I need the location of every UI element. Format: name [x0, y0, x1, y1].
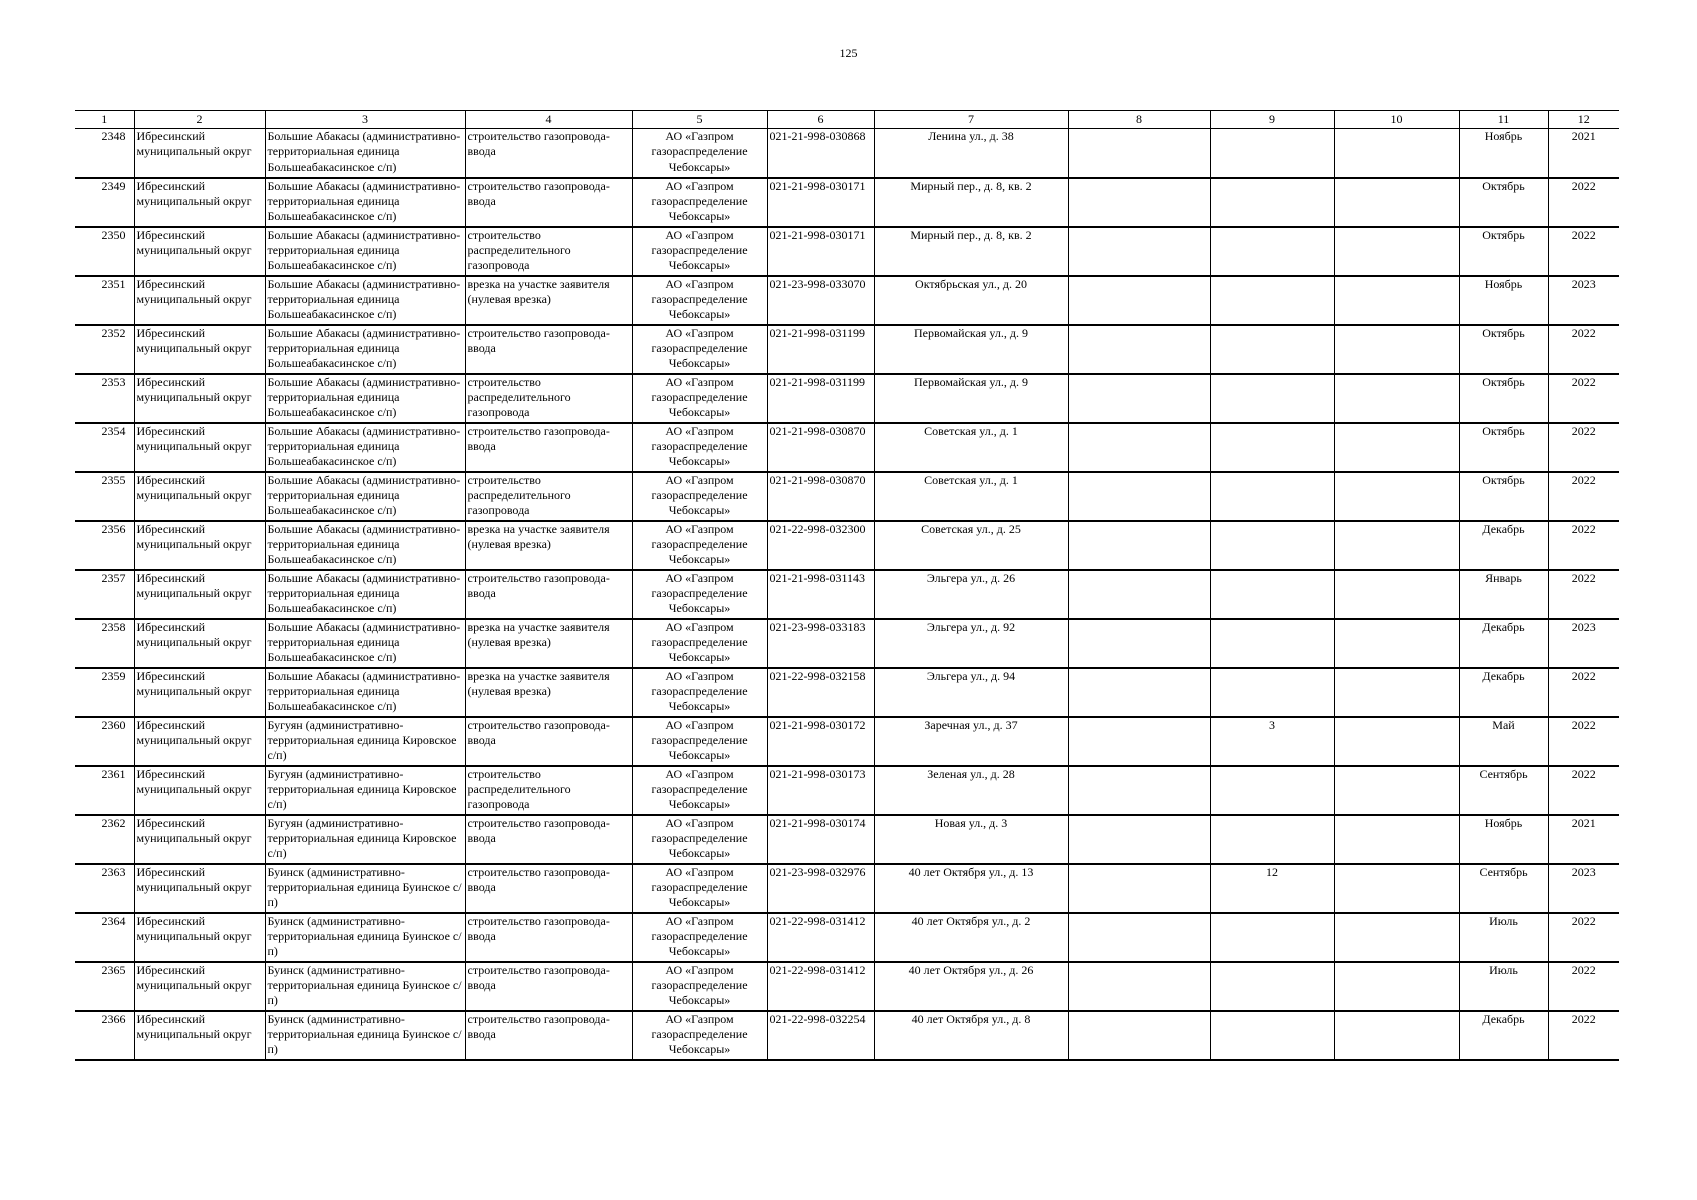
row-number: 2362	[75, 815, 134, 864]
row-number: 2359	[75, 668, 134, 717]
district-cell: Ибресинский муниципальный округ	[134, 619, 265, 668]
settlement-cell: Большие Абакасы (административно-территориальная единица Большеабакасинское с/п)	[265, 276, 465, 325]
column-10-cell	[1334, 178, 1459, 227]
application-code-cell: 021-22-998-032300	[767, 521, 874, 570]
district-cell: Ибресинский муниципальный округ	[134, 962, 265, 1011]
column-10-cell	[1334, 717, 1459, 766]
month-cell: Сентябрь	[1459, 864, 1548, 913]
address-cell: Советская ул., д. 1	[874, 472, 1068, 521]
settlement-cell: Большие Абакасы (административно-территориальная единица Большеабакасинское с/п)	[265, 619, 465, 668]
column-10-cell	[1334, 325, 1459, 374]
row-number: 2363	[75, 864, 134, 913]
district-cell: Ибресинский муниципальный округ	[134, 570, 265, 619]
row-number: 2358	[75, 619, 134, 668]
table-row	[75, 472, 1619, 521]
column-8-cell	[1068, 570, 1210, 619]
work-type-cell: строительство распределительного газопровода	[465, 227, 632, 276]
column-8-cell	[1068, 766, 1210, 815]
column-number-5: 5	[632, 111, 767, 129]
column-10-cell	[1334, 129, 1459, 178]
district-cell: Ибресинский муниципальный округ	[134, 374, 265, 423]
column-9-cell	[1210, 913, 1334, 962]
district-cell: Ибресинский муниципальный округ	[134, 129, 265, 178]
column-number-row	[75, 111, 1619, 129]
column-8-cell	[1068, 521, 1210, 570]
row-number: 2364	[75, 913, 134, 962]
month-cell: Декабрь	[1459, 668, 1548, 717]
column-8-cell	[1068, 1011, 1210, 1060]
column-9-cell	[1210, 129, 1334, 178]
column-9-cell	[1210, 815, 1334, 864]
year-cell: 2022	[1548, 227, 1619, 276]
column-8-cell	[1068, 423, 1210, 472]
row-number: 2355	[75, 472, 134, 521]
work-type-cell: строительство газопровода-ввода	[465, 325, 632, 374]
column-8-cell	[1068, 178, 1210, 227]
address-cell: Советская ул., д. 25	[874, 521, 1068, 570]
year-cell: 2023	[1548, 619, 1619, 668]
row-number: 2356	[75, 521, 134, 570]
work-type-cell: врезка на участке заявителя (нулевая врезка)	[465, 521, 632, 570]
column-10-cell	[1334, 1011, 1459, 1060]
organization-cell: АО «Газпром газораспределение Чебоксары»	[632, 962, 767, 1011]
table-row	[75, 913, 1619, 962]
column-8-cell	[1068, 472, 1210, 521]
application-code-cell: 021-21-998-030173	[767, 766, 874, 815]
year-cell: 2022	[1548, 521, 1619, 570]
column-8-cell	[1068, 374, 1210, 423]
table-row	[75, 668, 1619, 717]
column-10-cell	[1334, 472, 1459, 521]
row-number: 2348	[75, 129, 134, 178]
column-10-cell	[1334, 962, 1459, 1011]
year-cell: 2022	[1548, 668, 1619, 717]
application-code-cell: 021-21-998-031199	[767, 374, 874, 423]
address-cell: Мирный пер., д. 8, кв. 2	[874, 178, 1068, 227]
column-8-cell	[1068, 962, 1210, 1011]
month-cell: Май	[1459, 717, 1548, 766]
table-row	[75, 178, 1619, 227]
district-cell: Ибресинский муниципальный округ	[134, 276, 265, 325]
column-9-cell	[1210, 1011, 1334, 1060]
column-number-6: 6	[767, 111, 874, 129]
column-8-cell	[1068, 864, 1210, 913]
month-cell: Октябрь	[1459, 227, 1548, 276]
address-cell: Эльгера ул., д. 94	[874, 668, 1068, 717]
application-code-cell: 021-21-998-030172	[767, 717, 874, 766]
table-row	[75, 374, 1619, 423]
column-number-7: 7	[874, 111, 1068, 129]
application-code-cell: 021-22-998-032158	[767, 668, 874, 717]
month-cell: Январь	[1459, 570, 1548, 619]
organization-cell: АО «Газпром газораспределение Чебоксары»	[632, 815, 767, 864]
column-9-cell	[1210, 668, 1334, 717]
settlement-cell: Бугуян (административно-территориальная единица Кировское с/п)	[265, 815, 465, 864]
district-cell: Ибресинский муниципальный округ	[134, 864, 265, 913]
organization-cell: АО «Газпром газораспределение Чебоксары»	[632, 129, 767, 178]
organization-cell: АО «Газпром газораспределение Чебоксары»	[632, 668, 767, 717]
application-code-cell: 021-23-998-033070	[767, 276, 874, 325]
column-9-cell: 3	[1210, 717, 1334, 766]
address-cell: Октябрьская ул., д. 20	[874, 276, 1068, 325]
column-10-cell	[1334, 423, 1459, 472]
organization-cell: АО «Газпром газораспределение Чебоксары»	[632, 766, 767, 815]
row-number: 2365	[75, 962, 134, 1011]
table-row	[75, 276, 1619, 325]
settlement-cell: Большие Абакасы (административно-территориальная единица Большеабакасинское с/п)	[265, 668, 465, 717]
month-cell: Октябрь	[1459, 325, 1548, 374]
row-number: 2357	[75, 570, 134, 619]
page-number: 125	[839, 46, 858, 60]
address-cell: Эльгера ул., д. 26	[874, 570, 1068, 619]
organization-cell: АО «Газпром газораспределение Чебоксары»	[632, 227, 767, 276]
table-row	[75, 227, 1619, 276]
month-cell: Октябрь	[1459, 374, 1548, 423]
column-number-2: 2	[134, 111, 265, 129]
year-cell: 2022	[1548, 717, 1619, 766]
column-10-cell	[1334, 913, 1459, 962]
column-10-cell	[1334, 619, 1459, 668]
work-type-cell: строительство газопровода-ввода	[465, 129, 632, 178]
organization-cell: АО «Газпром газораспределение Чебоксары»	[632, 619, 767, 668]
column-9-cell	[1210, 423, 1334, 472]
month-cell: Ноябрь	[1459, 129, 1548, 178]
settlement-cell: Большие Абакасы (административно-территориальная единица Большеабакасинское с/п)	[265, 521, 465, 570]
column-number-8: 8	[1068, 111, 1210, 129]
organization-cell: АО «Газпром газораспределение Чебоксары»	[632, 717, 767, 766]
settlement-cell: Буинск (административно-территориальная единица Буинское с/п)	[265, 864, 465, 913]
row-number: 2353	[75, 374, 134, 423]
district-cell: Ибресинский муниципальный округ	[134, 717, 265, 766]
address-cell: Первомайская ул., д. 9	[874, 374, 1068, 423]
organization-cell: АО «Газпром газораспределение Чебоксары»	[632, 1011, 767, 1060]
table-row	[75, 1011, 1619, 1060]
work-type-cell: строительство распределительного газопровода	[465, 766, 632, 815]
column-number-3: 3	[265, 111, 465, 129]
organization-cell: АО «Газпром газораспределение Чебоксары»	[632, 864, 767, 913]
settlement-cell: Бугуян (административно-территориальная единица Кировское с/п)	[265, 717, 465, 766]
organization-cell: АО «Газпром газораспределение Чебоксары»	[632, 570, 767, 619]
application-code-cell: 021-23-998-032976	[767, 864, 874, 913]
organization-cell: АО «Газпром газораспределение Чебоксары»	[632, 276, 767, 325]
application-code-cell: 021-21-998-030174	[767, 815, 874, 864]
row-number: 2360	[75, 717, 134, 766]
settlement-cell: Большие Абакасы (административно-территориальная единица Большеабакасинское с/п)	[265, 325, 465, 374]
column-number-1: 1	[75, 111, 134, 129]
settlement-cell: Большие Абакасы (административно-территориальная единица Большеабакасинское с/п)	[265, 472, 465, 521]
column-8-cell	[1068, 276, 1210, 325]
row-number: 2366	[75, 1011, 134, 1060]
year-cell: 2022	[1548, 374, 1619, 423]
year-cell: 2022	[1548, 472, 1619, 521]
column-8-cell	[1068, 325, 1210, 374]
settlement-cell: Большие Абакасы (административно-территориальная единица Большеабакасинское с/п)	[265, 374, 465, 423]
work-type-cell: строительство газопровода-ввода	[465, 1011, 632, 1060]
district-cell: Ибресинский муниципальный округ	[134, 472, 265, 521]
column-number-9: 9	[1210, 111, 1334, 129]
work-type-cell: строительство газопровода-ввода	[465, 913, 632, 962]
column-10-cell	[1334, 227, 1459, 276]
settlement-cell: Большие Абакасы (административно-территориальная единица Большеабакасинское с/п)	[265, 178, 465, 227]
column-9-cell	[1210, 521, 1334, 570]
column-9-cell	[1210, 570, 1334, 619]
table-row	[75, 423, 1619, 472]
work-type-cell: строительство газопровода-ввода	[465, 717, 632, 766]
column-8-cell	[1068, 668, 1210, 717]
column-8-cell	[1068, 619, 1210, 668]
settlement-cell: Большие Абакасы (административно-территориальная единица Большеабакасинское с/п)	[265, 570, 465, 619]
column-9-cell	[1210, 178, 1334, 227]
column-9-cell	[1210, 962, 1334, 1011]
row-number: 2354	[75, 423, 134, 472]
address-cell: Первомайская ул., д. 9	[874, 325, 1068, 374]
column-9-cell	[1210, 276, 1334, 325]
row-number: 2361	[75, 766, 134, 815]
district-cell: Ибресинский муниципальный округ	[134, 913, 265, 962]
address-cell: Мирный пер., д. 8, кв. 2	[874, 227, 1068, 276]
district-cell: Ибресинский муниципальный округ	[134, 668, 265, 717]
application-code-cell: 021-22-998-032254	[767, 1011, 874, 1060]
settlement-cell: Буинск (административно-территориальная единица Буинское с/п)	[265, 913, 465, 962]
year-cell: 2023	[1548, 276, 1619, 325]
district-cell: Ибресинский муниципальный округ	[134, 227, 265, 276]
work-type-cell: строительство газопровода-ввода	[465, 178, 632, 227]
settlement-cell: Буинск (административно-территориальная единица Буинское с/п)	[265, 962, 465, 1011]
year-cell: 2022	[1548, 766, 1619, 815]
month-cell: Октябрь	[1459, 178, 1548, 227]
column-8-cell	[1068, 227, 1210, 276]
column-9-cell	[1210, 766, 1334, 815]
district-cell: Ибресинский муниципальный округ	[134, 178, 265, 227]
column-10-cell	[1334, 864, 1459, 913]
district-cell: Ибресинский муниципальный округ	[134, 423, 265, 472]
table-row	[75, 619, 1619, 668]
year-cell: 2022	[1548, 325, 1619, 374]
table-row	[75, 717, 1619, 766]
column-8-cell	[1068, 129, 1210, 178]
table-row	[75, 521, 1619, 570]
column-10-cell	[1334, 668, 1459, 717]
year-cell: 2022	[1548, 570, 1619, 619]
address-cell: Ленина ул., д. 38	[874, 129, 1068, 178]
organization-cell: АО «Газпром газораспределение Чебоксары»	[632, 521, 767, 570]
application-code-cell: 021-23-998-033183	[767, 619, 874, 668]
application-code-cell: 021-21-998-030171	[767, 178, 874, 227]
column-9-cell	[1210, 472, 1334, 521]
settlement-cell: Большие Абакасы (административно-территориальная единица Большеабакасинское с/п)	[265, 423, 465, 472]
work-type-cell: строительство распределительного газопровода	[465, 374, 632, 423]
district-cell: Ибресинский муниципальный округ	[134, 325, 265, 374]
settlement-cell: Большие Абакасы (административно-территориальная единица Большеабакасинское с/п)	[265, 129, 465, 178]
address-cell: 40 лет Октября ул., д. 26	[874, 962, 1068, 1011]
application-code-cell: 021-21-998-030870	[767, 423, 874, 472]
table-row	[75, 570, 1619, 619]
work-type-cell: строительство газопровода-ввода	[465, 864, 632, 913]
year-cell: 2022	[1548, 913, 1619, 962]
address-cell: 40 лет Октября ул., д. 2	[874, 913, 1068, 962]
application-code-cell: 021-22-998-031412	[767, 962, 874, 1011]
column-8-cell	[1068, 815, 1210, 864]
column-9-cell	[1210, 227, 1334, 276]
column-10-cell	[1334, 815, 1459, 864]
column-8-cell	[1068, 913, 1210, 962]
application-code-cell: 021-22-998-031412	[767, 913, 874, 962]
work-type-cell: врезка на участке заявителя (нулевая врезка)	[465, 619, 632, 668]
month-cell: Ноябрь	[1459, 276, 1548, 325]
column-8-cell	[1068, 717, 1210, 766]
work-type-cell: строительство распределительного газопровода	[465, 472, 632, 521]
row-number: 2352	[75, 325, 134, 374]
month-cell: Декабрь	[1459, 521, 1548, 570]
settlement-cell: Бугуян (административно-территориальная единица Кировское с/п)	[265, 766, 465, 815]
year-cell: 2022	[1548, 962, 1619, 1011]
table-row	[75, 864, 1619, 913]
application-code-cell: 021-21-998-030870	[767, 472, 874, 521]
month-cell: Декабрь	[1459, 1011, 1548, 1060]
row-number: 2349	[75, 178, 134, 227]
year-cell: 2021	[1548, 129, 1619, 178]
row-number: 2351	[75, 276, 134, 325]
table-body	[75, 129, 1619, 1060]
work-type-cell: строительство газопровода-ввода	[465, 570, 632, 619]
table-row	[75, 129, 1619, 178]
work-type-cell: врезка на участке заявителя (нулевая врезка)	[465, 276, 632, 325]
table-row	[75, 325, 1619, 374]
column-9-cell	[1210, 374, 1334, 423]
month-cell: Июль	[1459, 962, 1548, 1011]
organization-cell: АО «Газпром газораспределение Чебоксары»	[632, 374, 767, 423]
column-9-cell	[1210, 325, 1334, 374]
column-10-cell	[1334, 766, 1459, 815]
column-10-cell	[1334, 570, 1459, 619]
address-cell: 40 лет Октября ул., д. 8	[874, 1011, 1068, 1060]
work-type-cell: строительство газопровода-ввода	[465, 815, 632, 864]
settlement-cell: Буинск (административно-территориальная единица Буинское с/п)	[265, 1011, 465, 1060]
column-10-cell	[1334, 521, 1459, 570]
address-cell: Зеленая ул., д. 28	[874, 766, 1068, 815]
address-cell: Заречная ул., д. 37	[874, 717, 1068, 766]
settlement-cell: Большие Абакасы (административно-территориальная единица Большеабакасинское с/п)	[265, 227, 465, 276]
address-cell: Советская ул., д. 1	[874, 423, 1068, 472]
month-cell: Декабрь	[1459, 619, 1548, 668]
column-number-11: 11	[1459, 111, 1548, 129]
address-cell: Новая ул., д. 3	[874, 815, 1068, 864]
application-code-cell: 021-21-998-031199	[767, 325, 874, 374]
work-type-cell: строительство газопровода-ввода	[465, 962, 632, 1011]
address-cell: Эльгера ул., д. 92	[874, 619, 1068, 668]
year-cell: 2022	[1548, 178, 1619, 227]
month-cell: Октябрь	[1459, 423, 1548, 472]
year-cell: 2022	[1548, 423, 1619, 472]
table-row	[75, 815, 1619, 864]
column-number-10: 10	[1334, 111, 1459, 129]
work-type-cell: строительство газопровода-ввода	[465, 423, 632, 472]
column-number-4: 4	[465, 111, 632, 129]
column-number-12: 12	[1548, 111, 1619, 129]
year-cell: 2021	[1548, 815, 1619, 864]
row-number: 2350	[75, 227, 134, 276]
district-cell: Ибресинский муниципальный округ	[134, 1011, 265, 1060]
district-cell: Ибресинский муниципальный округ	[134, 766, 265, 815]
application-code-cell: 021-21-998-030868	[767, 129, 874, 178]
application-code-cell: 021-21-998-031143	[767, 570, 874, 619]
district-cell: Ибресинский муниципальный округ	[134, 521, 265, 570]
month-cell: Июль	[1459, 913, 1548, 962]
column-9-cell: 12	[1210, 864, 1334, 913]
month-cell: Сентябрь	[1459, 766, 1548, 815]
month-cell: Ноябрь	[1459, 815, 1548, 864]
address-cell: 40 лет Октября ул., д. 13	[874, 864, 1068, 913]
application-code-cell: 021-21-998-030171	[767, 227, 874, 276]
organization-cell: АО «Газпром газораспределение Чебоксары»	[632, 178, 767, 227]
column-9-cell	[1210, 619, 1334, 668]
organization-cell: АО «Газпром газораспределение Чебоксары»	[632, 423, 767, 472]
organization-cell: АО «Газпром газораспределение Чебоксары»	[632, 472, 767, 521]
year-cell: 2023	[1548, 864, 1619, 913]
column-10-cell	[1334, 276, 1459, 325]
table-row	[75, 962, 1619, 1011]
district-cell: Ибресинский муниципальный округ	[134, 815, 265, 864]
column-10-cell	[1334, 374, 1459, 423]
organization-cell: АО «Газпром газораспределение Чебоксары»	[632, 913, 767, 962]
register-table	[75, 110, 1619, 1061]
month-cell: Октябрь	[1459, 472, 1548, 521]
table-row	[75, 766, 1619, 815]
work-type-cell: врезка на участке заявителя (нулевая врезка)	[465, 668, 632, 717]
organization-cell: АО «Газпром газораспределение Чебоксары»	[632, 325, 767, 374]
year-cell: 2022	[1548, 1011, 1619, 1060]
